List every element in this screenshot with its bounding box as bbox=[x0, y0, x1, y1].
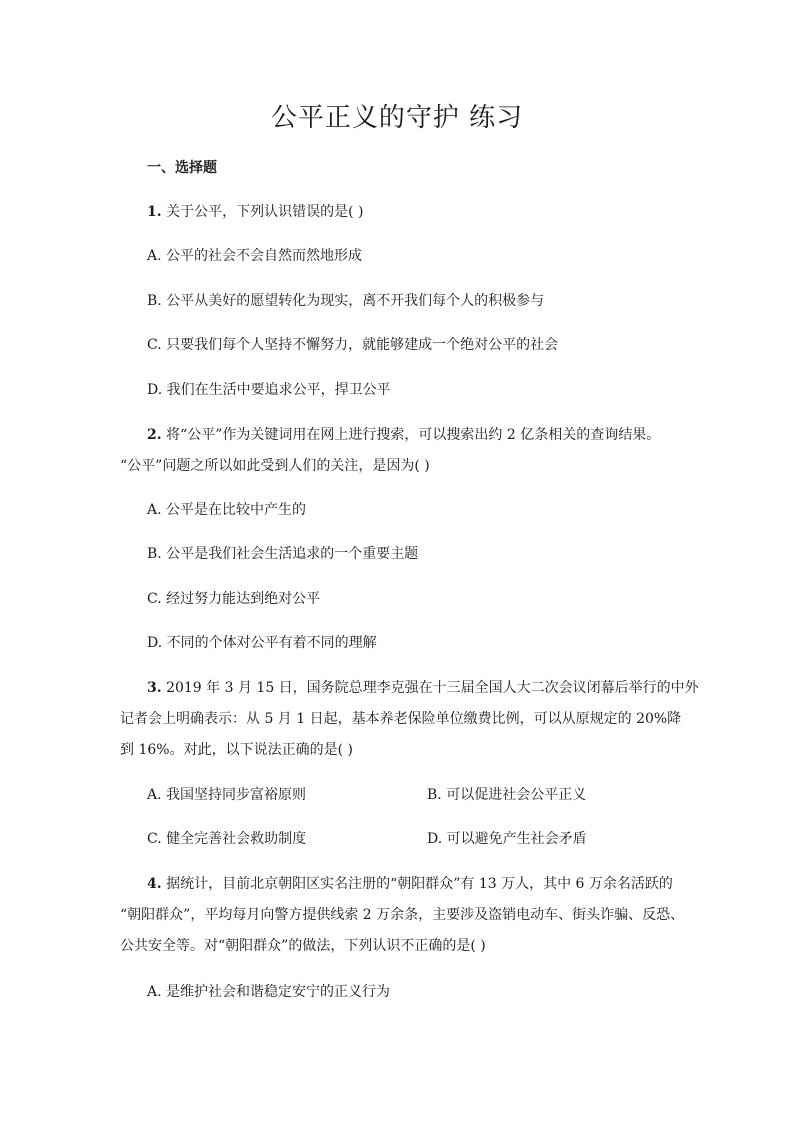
question-2-option-b: B. 公平是我们社会生活追求的一个重要主题 bbox=[147, 546, 419, 562]
question-3-option-d: D. 可以避免产生社会矛盾 bbox=[427, 831, 587, 847]
question-4-number: 4. bbox=[147, 876, 162, 892]
question-2-stem-line-2: “公平”问题之所以如此受到人们的关注，是因为( ) bbox=[120, 458, 430, 474]
question-3-option-c: C. 健全完善社会救助制度 bbox=[147, 831, 307, 847]
question-4-option-a: A. 是维护社会和谐稳定安宁的正义行为 bbox=[147, 984, 391, 1000]
question-1-stem bbox=[147, 202, 363, 222]
question-4-stem-line-2: “朝阳群众”，平均每月向警方提供线索 2 万余条，主要涉及盗销电动车、街头诈骗、反恐、 bbox=[120, 907, 685, 923]
question-4-text-1: 据统计，目前北京朝阳区实名注册的“朝阳群众”有 13 万人，其中 6 万余名活跃的 bbox=[161, 876, 673, 892]
question-4-stem-line-1 bbox=[147, 874, 673, 894]
question-2-option-c: C. 经过努力能达到绝对公平 bbox=[147, 591, 321, 607]
question-3-option-a: A. 我国坚持同步富裕原则 bbox=[147, 787, 307, 803]
question-1-option-a: A. 公平的社会不会自然而然地形成 bbox=[147, 248, 363, 264]
question-2-option-a: A. 公平是在比较中产生的 bbox=[147, 502, 307, 518]
question-3-stem-line-1 bbox=[147, 678, 699, 698]
question-3-number: 3. bbox=[147, 680, 162, 696]
question-3-option-b: B. 可以促进社会公平正义 bbox=[427, 787, 587, 803]
question-1-option-c: C. 只要我们每个人坚持不懈努力，就能够建成一个绝对公平的社会 bbox=[147, 337, 559, 353]
question-1-option-d: D. 我们在生活中要追求公平，捍卫公平 bbox=[147, 382, 391, 398]
question-3-stem-line-3: 到 16%。对此，以下说法正确的是( ) bbox=[120, 742, 353, 758]
section-heading: 一、选择题 bbox=[147, 160, 217, 176]
question-1-number: 1. bbox=[147, 204, 162, 220]
question-2-text-1: 将“公平”作为关键词用在网上进行搜索，可以搜索出约 2 亿条相关的查询结果。 bbox=[161, 427, 661, 443]
question-4-stem-line-3: 公共安全等。对“朝阳群众”的做法，下列认识不正确的是( ) bbox=[120, 938, 486, 954]
page-title: 公平正义的守护 练习 bbox=[270, 103, 524, 133]
question-2-option-d: D. 不同的个体对公平有着不同的理解 bbox=[147, 635, 377, 651]
question-1-text: 关于公平，下列认识错误的是( ) bbox=[161, 204, 364, 220]
question-2-stem-line-1 bbox=[147, 425, 660, 445]
question-3-stem-line-2: 记者会上明确表示：从 5 月 1 日起，基本养老保险单位缴费比例，可以从原规定的 20%降 bbox=[120, 711, 682, 727]
question-1-option-b: B. 公平从美好的愿望转化为现实，离不开我们每个人的积极参与 bbox=[147, 293, 545, 309]
question-3-text-1: 2019 年 3 月 15 日，国务院总理李克强在十三届全国人大二次会议闭幕后举行的中外 bbox=[161, 680, 699, 696]
question-2-number: 2. bbox=[147, 427, 162, 443]
